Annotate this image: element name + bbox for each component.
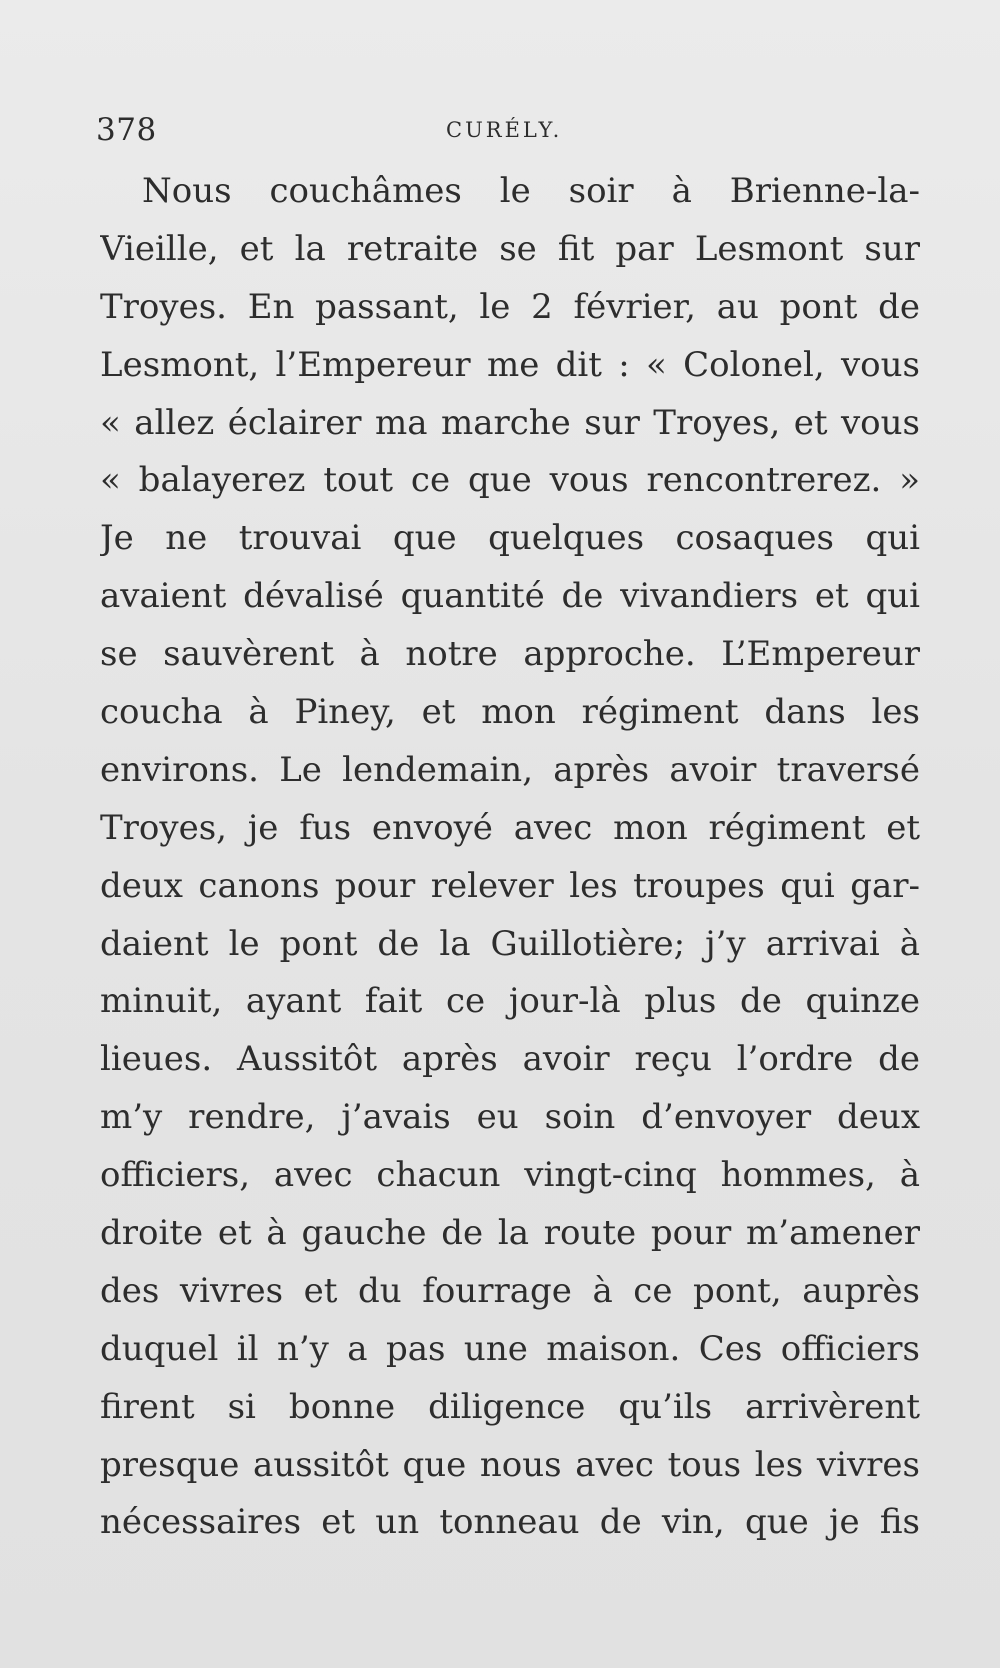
text-line: des vivres et du fourrage à ce pont, auprès xyxy=(100,1270,920,1311)
text-line: minuit, ayant fait ce jour-là plus de quinze xyxy=(100,981,920,1022)
text-line: Nous couchâmes le soir à Brienne-la- xyxy=(142,171,920,211)
text-line: Lesmont, l’Empereur me dit : « Colonel, vous xyxy=(100,344,920,385)
text-line: m’y rendre, j’avais eu soin d’envoyer deux xyxy=(100,1097,920,1138)
page-header xyxy=(96,112,860,152)
body-text xyxy=(100,163,920,1552)
text-line: coucha à Piney, et mon régiment dans les xyxy=(100,692,920,733)
text-line: lieues. Aussitôt après avoir reçu l’ordre de xyxy=(100,1039,920,1080)
text-line: deux canons pour relever les troupes qui gar- xyxy=(100,865,920,906)
text-line: firent si bonne diligence qu’ils arrivèrent xyxy=(100,1386,920,1427)
text-line: duquel il n’y a pas une maison. Ces officiers xyxy=(100,1328,920,1369)
text-line: Troyes, je fus envoyé avec mon régiment et xyxy=(100,807,920,848)
text-line: « balayerez tout ce que vous rencontrerez. » xyxy=(100,460,920,501)
text-line: nécessaires et un tonneau de vin, que je fis xyxy=(100,1502,920,1543)
running-head: CURÉLY. xyxy=(446,118,563,142)
text-line: daient le pont de la Guillotière; j’y arrivai à xyxy=(100,923,920,964)
page-number: 378 xyxy=(96,112,157,148)
text-line: environs. Le lendemain, après avoir traversé xyxy=(100,749,920,790)
text-line: droite et à gauche de la route pour m’amener xyxy=(100,1213,920,1254)
text-line: se sauvèrent à notre approche. L’Empereur xyxy=(100,634,920,675)
text-line: officiers, avec chacun vingt-cinq hommes, à xyxy=(100,1155,920,1196)
text-line: Troyes. En passant, le 2 février, au pont de xyxy=(100,286,920,327)
text-line: Vieille, et la retraite se fit par Lesmont sur xyxy=(100,228,920,269)
text-line: avaient dévalisé quantité de vivandiers et qui xyxy=(100,576,920,617)
text-line: presque aussitôt que nous avec tous les vivres xyxy=(100,1444,920,1485)
text-line: « allez éclairer ma marche sur Troyes, et vous xyxy=(100,402,920,443)
text-line: Je ne trouvai que quelques cosaques qui xyxy=(100,518,920,559)
